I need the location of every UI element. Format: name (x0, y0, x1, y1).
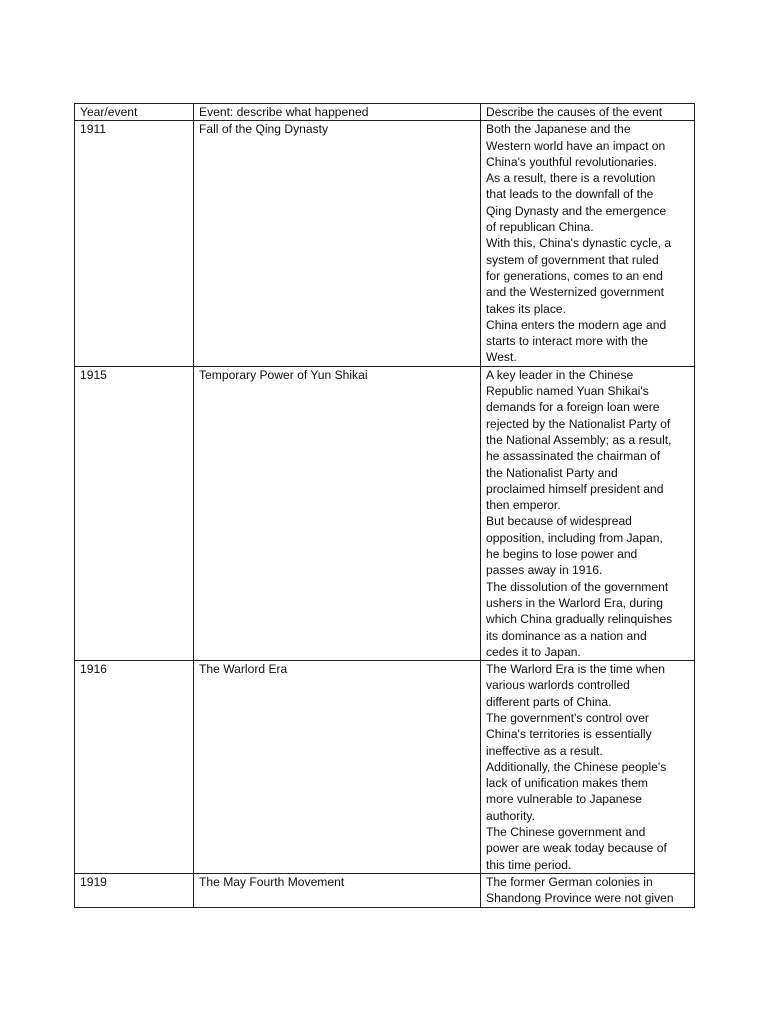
table-header-row (75, 104, 695, 121)
cause-line: The Warlord Era is the time when (486, 662, 666, 677)
cause-line: more vulnerable to Japanese (486, 792, 642, 807)
event-cell: Temporary Power of Yun Shikai (194, 366, 481, 660)
cause-line: With this, China's dynastic cycle, a (486, 236, 672, 251)
cause-line: China enters the modern age and (486, 317, 667, 332)
cause-line: China's youthful revolutionaries. (486, 154, 658, 169)
cause-line: Both the Japanese and the (486, 122, 631, 137)
cause-line: of republican China. (486, 220, 594, 235)
year-cell: 1911 (75, 121, 194, 366)
year-cell: 1919 (75, 873, 194, 907)
causes-cell (481, 366, 695, 660)
cause-line: and the Westernized government (486, 285, 664, 300)
cause-line: Qing Dynasty and the emergence (486, 203, 667, 218)
event-cell: Fall of the Qing Dynasty (194, 121, 481, 366)
table-row (75, 121, 695, 366)
cause-line: Shandong Province were not given (486, 891, 674, 906)
header-event-causes: Describe the causes of the event (481, 104, 695, 121)
causes-cell (481, 873, 695, 907)
cause-line: demands for a foreign loan were (486, 400, 660, 415)
header-event-description: Event: describe what happened (194, 104, 481, 121)
table-body (75, 121, 695, 907)
cause-line: starts to interact more with the (486, 334, 648, 349)
table-row (75, 873, 695, 907)
cause-line: takes its place. (486, 301, 566, 316)
causes-cell (481, 121, 695, 366)
cause-line: Additionally, the Chinese people's (486, 759, 667, 774)
cause-line: he begins to lose power and (486, 547, 638, 562)
history-events-table (74, 103, 695, 908)
cause-line: the National Assembly; as a result, (486, 432, 672, 447)
cause-line: power are weak today because of (486, 841, 667, 856)
cause-line: The dissolution of the government (486, 579, 669, 594)
cause-line: passes away in 1916. (486, 563, 603, 578)
cause-line: The former German colonies in (486, 874, 653, 889)
cause-line: for generations, comes to an end (486, 268, 663, 283)
year-cell: 1915 (75, 366, 194, 660)
year-cell: 1916 (75, 661, 194, 874)
event-cell: The May Fourth Movement (194, 873, 481, 907)
cause-line: different parts of China. (486, 694, 612, 709)
cause-line: opposition, including from Japan, (486, 530, 663, 545)
cause-line: lack of unification makes them (486, 776, 648, 791)
cause-line: this time period. (486, 857, 572, 872)
cause-line: ineffective as a result. (486, 743, 603, 758)
cause-line: rejected by the Nationalist Party of (486, 416, 671, 431)
cause-line: the Nationalist Party and (486, 465, 618, 480)
table-row (75, 366, 695, 660)
cause-line: that leads to the downfall of the (486, 187, 654, 202)
cause-line: As a result, there is a revolution (486, 171, 656, 186)
cause-line: proclaimed himself president and (486, 481, 664, 496)
cause-line: ushers in the Warlord Era, during (486, 595, 664, 610)
cause-line: cedes it to Japan. (486, 644, 581, 659)
cause-line: China's territories is essentially (486, 727, 652, 742)
cause-line: system of government that ruled (486, 252, 659, 267)
cause-line: its dominance as a nation and (486, 628, 647, 643)
table-row (75, 661, 695, 874)
cause-line: The Chinese government and (486, 825, 646, 840)
cause-line: The government's control over (486, 710, 649, 725)
cause-line: then emperor. (486, 498, 561, 513)
cause-line: But because of widespread (486, 514, 632, 529)
cause-line: various warlords controlled (486, 678, 630, 693)
cause-line: A key leader in the Chinese (486, 367, 634, 382)
cause-line: which China gradually relinquishes (486, 612, 673, 627)
header-year-event: Year/event (75, 104, 194, 121)
event-cell: The Warlord Era (194, 661, 481, 874)
cause-line: he assassinated the chairman of (486, 449, 661, 464)
causes-cell (481, 661, 695, 874)
cause-line: West. (486, 350, 517, 365)
cause-line: Western world have an impact on (486, 138, 666, 153)
cause-line: authority. (486, 808, 535, 823)
cause-line: Republic named Yuan Shikai's (486, 384, 649, 399)
